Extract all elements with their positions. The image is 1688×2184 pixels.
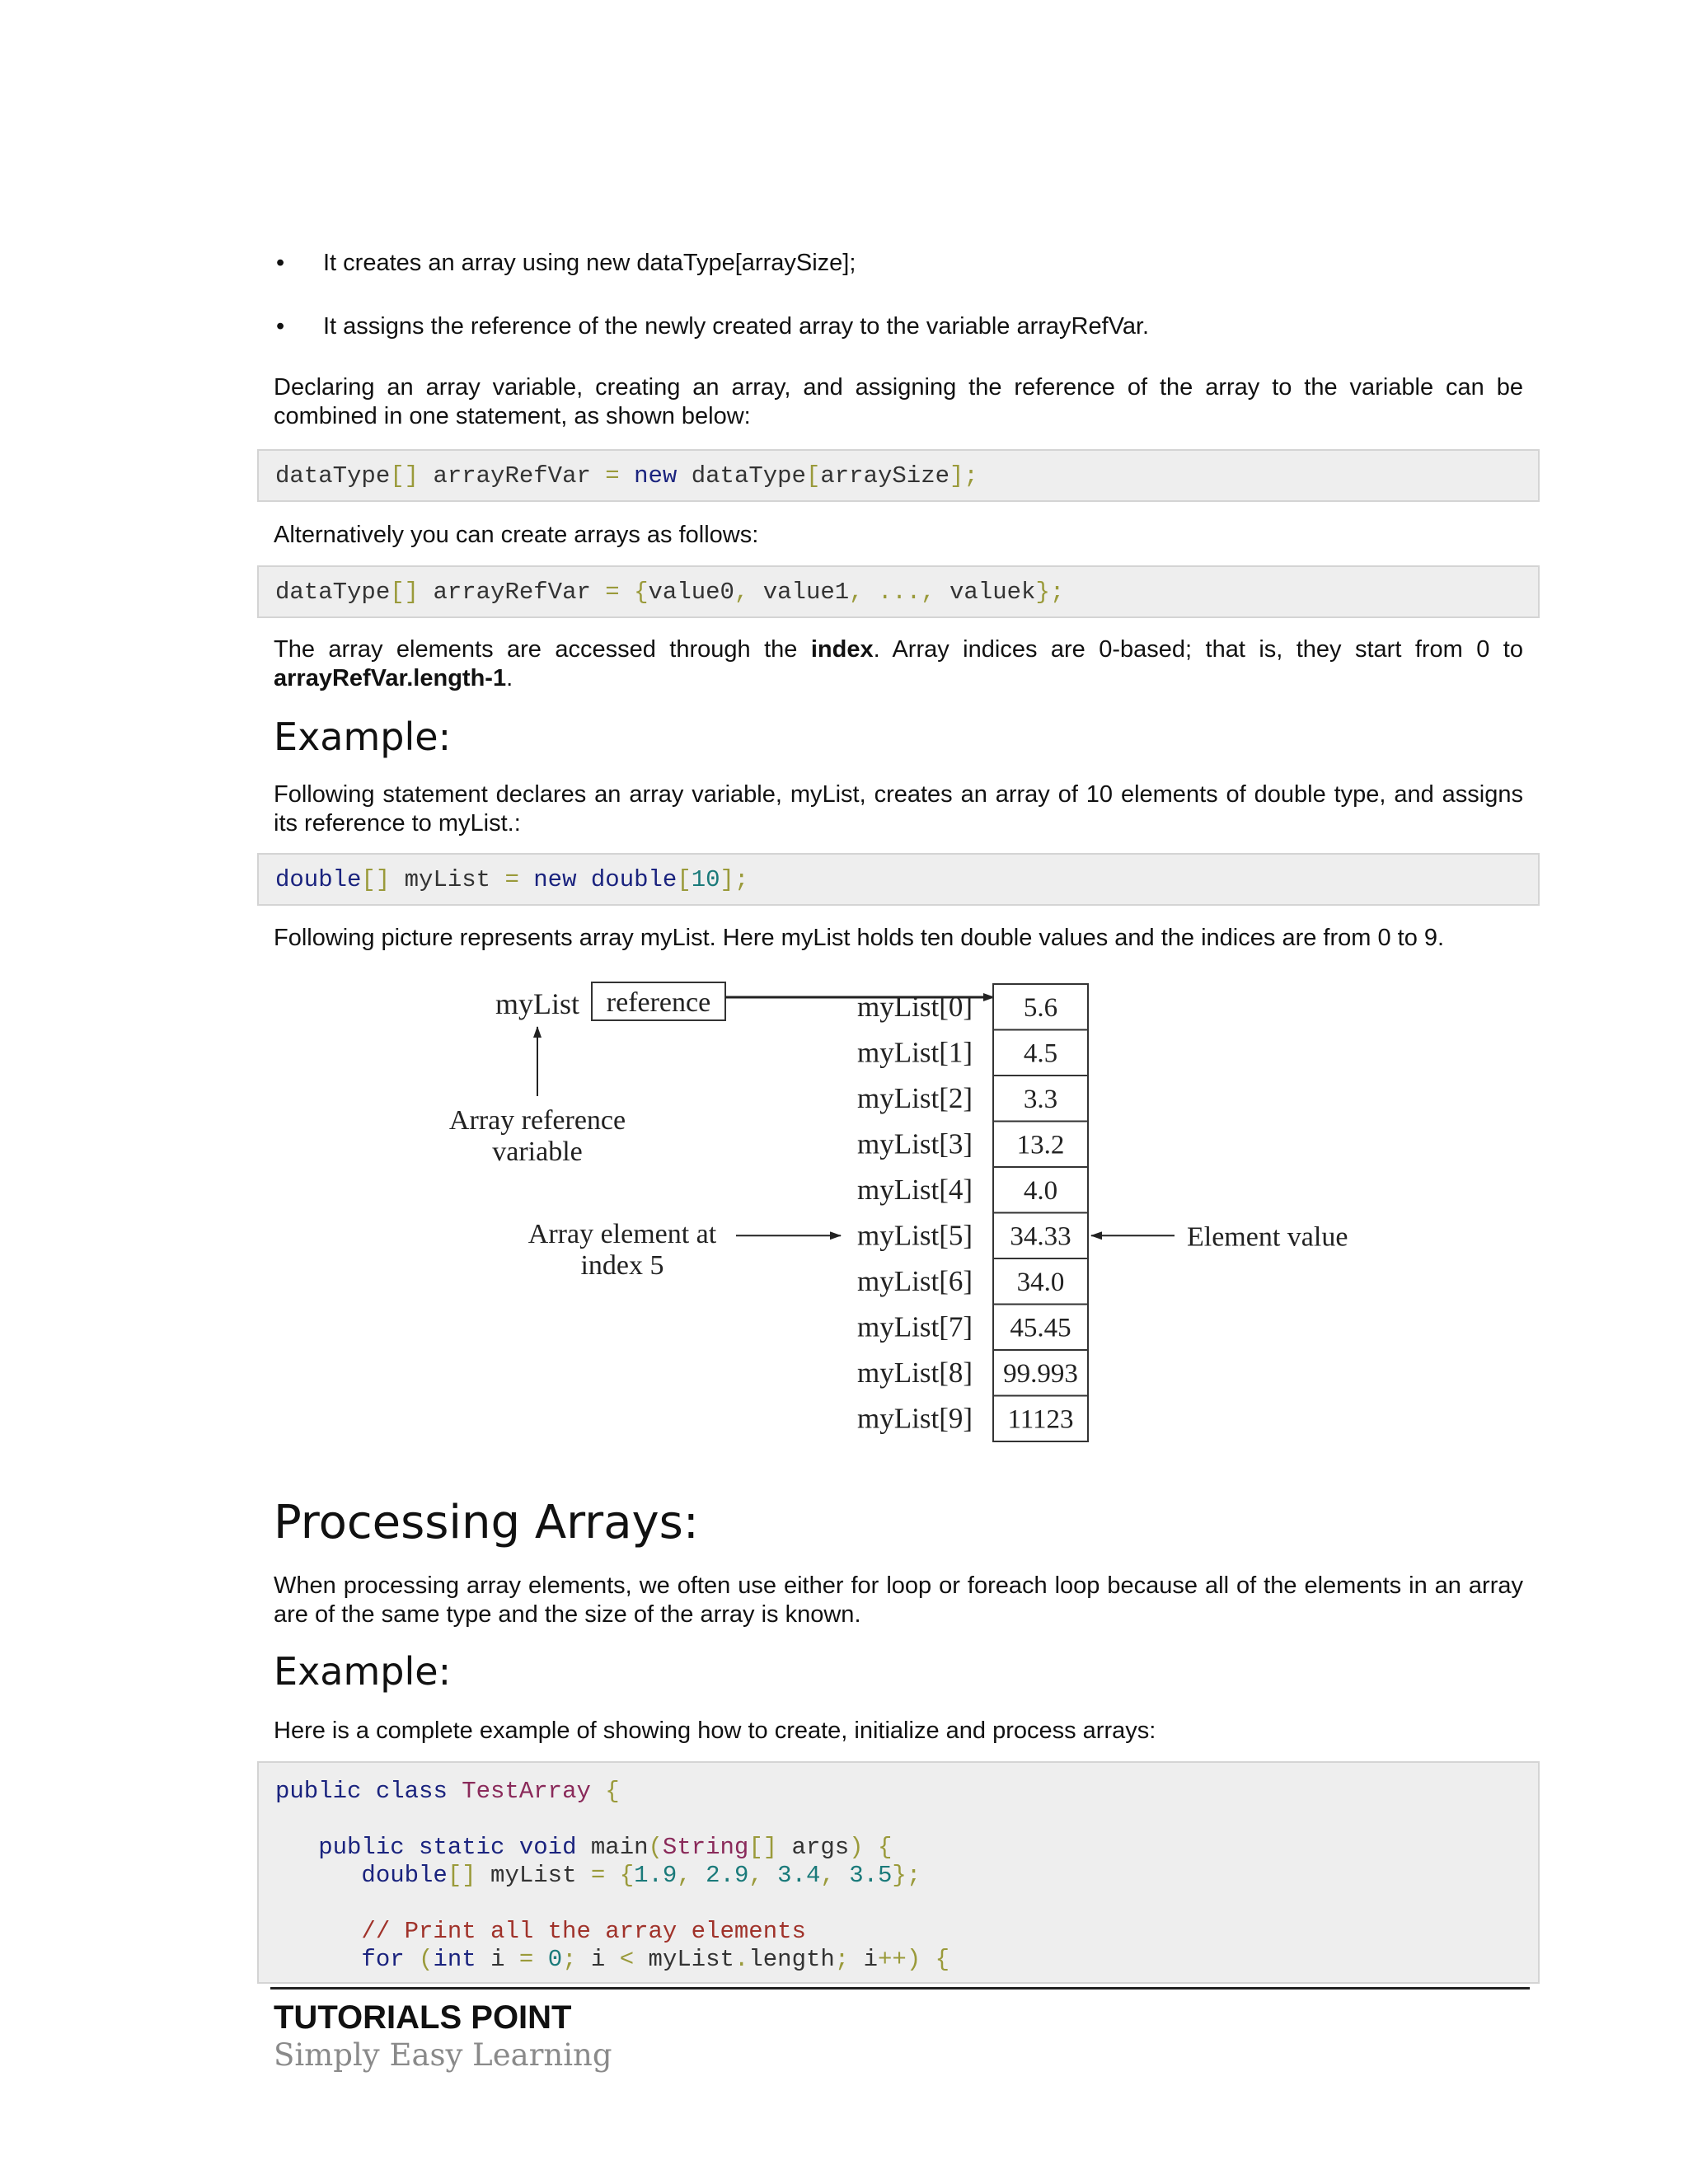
- footer-tagline: Simply Easy Learning: [274, 2037, 612, 2073]
- footer-divider: [270, 1987, 1530, 1990]
- code-line: for (int i = 0; i < myList.length; i++) {: [361, 1946, 950, 1973]
- array-index-label: myList[6]: [857, 1265, 973, 1297]
- array-index-label: myList[4]: [857, 1174, 973, 1206]
- code-line: dataType[] arrayRefVar = {value0, value1, ..., valuek};: [275, 579, 1065, 606]
- index-bold: index: [810, 636, 874, 663]
- array-cell-value: 11123: [1007, 1404, 1074, 1435]
- element-caption-line2: index 5: [580, 1250, 664, 1281]
- ref-var-caption-line1: Array reference: [448, 1105, 626, 1136]
- code-block-testarray: [257, 1761, 1540, 1984]
- code-line: [275, 1890, 1522, 1918]
- bullet-text: It creates an array using new dataType[arraySize];: [323, 250, 856, 276]
- array-cell-value: 4.0: [1023, 1176, 1058, 1206]
- array-cell-value: 4.5: [1023, 1038, 1058, 1069]
- code-line: dataType[] arrayRefVar = new dataType[arraySize];: [275, 462, 978, 490]
- array-cell-value: 34.33: [1010, 1221, 1071, 1252]
- heading-example-2: Example:: [274, 1649, 452, 1694]
- paragraph-combined: Declaring an array variable, creating an array, and assigning the reference of the array to the variable can be combined in one statement, as shown below:: [274, 374, 1523, 429]
- array-index-label: myList[8]: [857, 1357, 973, 1389]
- bullet-text: It assigns the reference of the newly created array to the variable arrayRefVar.: [323, 313, 1150, 340]
- code-line: public class TestArray {: [275, 1778, 620, 1805]
- code-block-declare: [257, 449, 1540, 502]
- array-diagram: [429, 972, 1385, 1467]
- array-cell-value: 3.3: [1023, 1085, 1058, 1114]
- var-name-label: myList: [495, 987, 580, 1020]
- code-block-mylist: [257, 853, 1540, 906]
- paragraph-index: [274, 635, 1523, 693]
- array-index-label: myList[0]: [857, 991, 973, 1023]
- array-cell-value: 34.0: [1016, 1268, 1065, 1297]
- index-text-before: The array elements are accessed through the: [274, 636, 811, 663]
- index-text-after: .: [506, 665, 513, 691]
- reference-label: reference: [606, 987, 711, 1018]
- array-cell-value: 5.6: [1023, 993, 1058, 1023]
- index-text-middle: . Array indices are 0-based; that is, they start from 0 to: [873, 636, 1523, 663]
- paragraph-picture: Following picture represents array myList. Here myList holds ten double values and the indices are from 0 to 9.: [274, 925, 1445, 951]
- array-index-label: myList[2]: [857, 1082, 973, 1114]
- code-line: double[] myList = {1.9, 2.9, 3.4, 3.5};: [361, 1862, 921, 1889]
- length-bold: arrayRefVar.length-1: [274, 665, 507, 691]
- element-value-caption: Element value: [1187, 1221, 1348, 1253]
- array-index-label: myList[1]: [857, 1036, 973, 1069]
- element-caption-line1: Array element at: [528, 1219, 717, 1249]
- array-index-label: myList[3]: [857, 1127, 973, 1160]
- footer-brand: TUTORIALS POINT: [274, 1999, 572, 2036]
- code-line: public static void main(String[] args) {: [318, 1834, 893, 1861]
- bullet-item: [272, 247, 1149, 279]
- array-index-label: myList[5]: [857, 1219, 973, 1252]
- paragraph-processing: When processing array elements, we often use either for loop or foreach loop because all of the elements in an array are of the same type and the size of the array is known.: [274, 1572, 1523, 1628]
- array-cell-value: 13.2: [1016, 1130, 1065, 1160]
- ref-var-caption-line2: variable: [492, 1137, 583, 1167]
- heading-processing-arrays: Processing Arrays:: [274, 1496, 699, 1549]
- heading-example-1: Example:: [274, 715, 452, 759]
- paragraph-following-statement: Following statement declares an array variable, myList, creates an array of 10 elements of double type, and assigns its reference to myList.:: [274, 781, 1523, 837]
- bullet-item: [272, 311, 1149, 342]
- code-block-initializer: [257, 565, 1540, 618]
- paragraph-alternatively: Alternatively you can create arrays as follows:: [274, 522, 759, 548]
- code-line: [275, 1806, 1522, 1834]
- bullet-dot: •: [276, 250, 285, 276]
- code-line: double[] myList = new double[10];: [275, 866, 749, 893]
- array-cell-value: 45.45: [1010, 1313, 1071, 1343]
- code-line: // Print all the array elements: [361, 1918, 806, 1945]
- paragraph-complete-example: Here is a complete example of showing how to create, initialize and process arrays:: [274, 1718, 1156, 1744]
- array-index-label: myList[9]: [857, 1402, 973, 1435]
- array-rows: [857, 984, 1088, 1441]
- bullet-list: [272, 247, 1149, 374]
- bullet-dot: •: [276, 313, 285, 340]
- array-cell-value: 99.993: [1003, 1359, 1078, 1389]
- array-index-label: myList[7]: [857, 1310, 973, 1343]
